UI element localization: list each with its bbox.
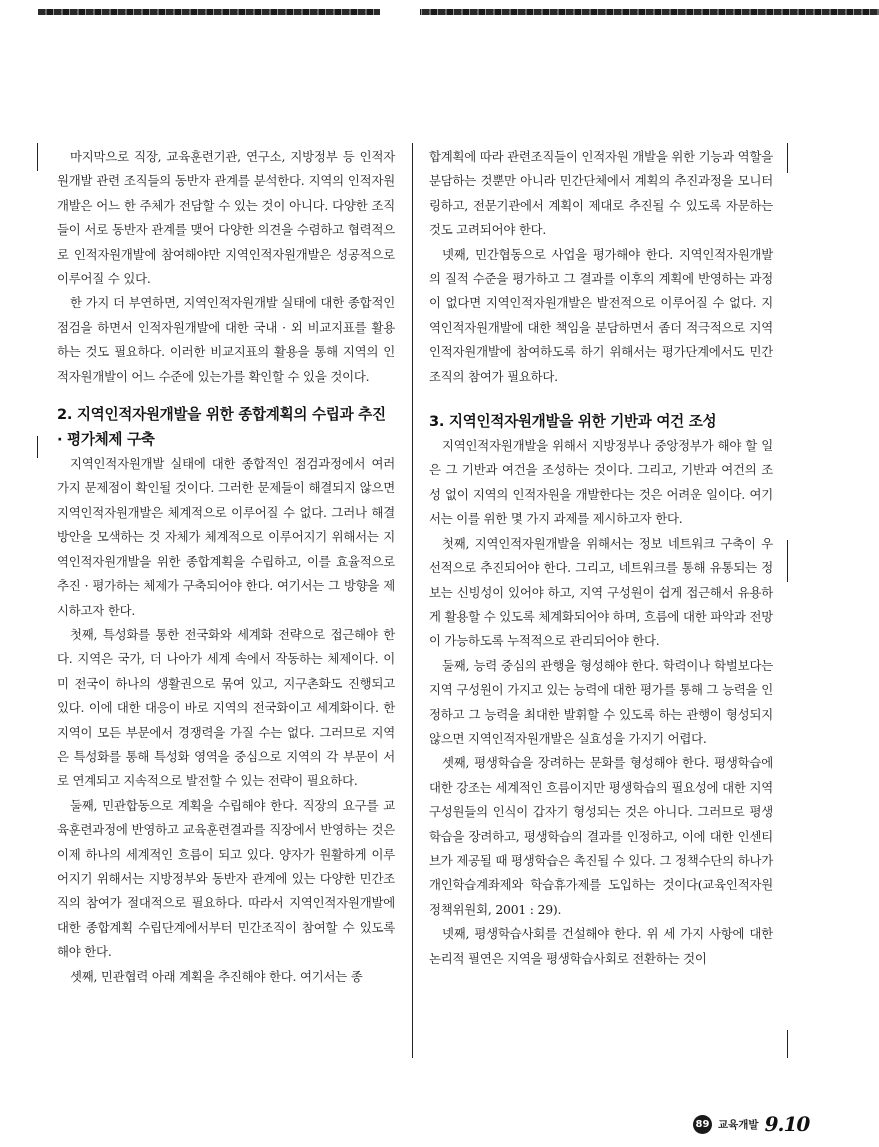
paragraph: 첫째, 지역인적자원개발을 위해서는 정보 네트워크 구축이 우선적으로 추진되어야 한다. 그리고, 네트워크를 통해 유통되는 정보는 신빙성이 있어야 하고, 지역 구성원이 쉽게 접근해서 유용하게 활용할 수 있도록 체계화되어야 하며, 흐름에 대한 파악과 전망이 가능하도록 누적적으로 관리되어야 한다. (429, 535, 773, 649)
top-rule (38, 9, 879, 15)
paragraph: 한 가지 더 부연하면, 지역인적자원개발 실태에 대한 종합적인 점검을 하면서 인적자원개발에 대한 국내 · 외 비교지표를 활용하는 것도 필요하다. 이러한 비교지표의 활용을 통해 지역의 인적자원개발이 어느 수준에 있는가를 확인할 수 있을 것이다. (57, 295, 395, 384)
left-margin-line-2 (37, 436, 38, 458)
left-margin-line (37, 143, 38, 171)
paragraph: 셋째, 민관협력 아래 계획을 추진해야 한다. 여기서는 종 (70, 968, 363, 984)
right-margin-line-3 (787, 1030, 788, 1058)
right-column (429, 145, 773, 971)
issue-number: 9.10 (764, 1112, 810, 1136)
paragraph: 셋째, 평생학습을 장려하는 문화를 형성해야 한다. 평생학습에 대한 강조는 세계적인 흐름이지만 평생학습의 필요성에 대한 지역 구성원들의 인식이 갑자기 형성되는 것은 아니다. 그러므로 평생학습을 장려하고, 평생학습의 결과를 인정하고, 이에 대한 인센티브가 제공될 때 평생학습은 촉진될 수 있다. 그 정책수단의 하나가 개인학습계좌제와 학습휴가제를 도입하는 것이다(교육인적자원정책위원회, 2001 : 29). (429, 755, 773, 917)
right-margin-line (787, 143, 788, 173)
paragraph: 지역인적자원개발을 위해서 지방정부나 중앙정부가 해야 할 일은 그 기반과 여건을 조성하는 것이다. 그리고, 기반과 여건의 조성 없이 지역의 인적자원을 개발한다는 것은 어려운 일이다. 여기서는 이를 위한 몇 가지 과제를 제시하고자 한다. (429, 438, 773, 527)
paragraph: 첫째, 특성화를 통한 전국화와 세계화 전략으로 접근해야 한다. 지역은 국가, 더 나아가 세계 속에서 작동하는 체제이다. 이미 전국이 하나의 생활권으로 묶여 있고, 지구촌화도 진행되고 있다. 이에 대한 대응이 바로 지역의 전국화이고 세계화이다. 한 지역이 모든 부문에서 경쟁력을 가질 수는 없다. 그러므로 지역은 특성화를 통해 특성화 영역을 중심으로 지역의 각 부문이 서로 연계되고 지속적으로 발전할 수 있는 전략이 필요하다. (57, 626, 395, 789)
paragraph: 합계획에 따라 관련조직들이 인적자원 개발을 위한 기능과 역할을 분담하는 것뿐만 아니라 민간단체에서 계획의 추진과정을 모니터링하고, 전문기관에서 계획이 제대로 추진될 수 있도록 자문하는 것도 고려되어야 한다. (429, 149, 773, 238)
section-heading-2: 2. 지역인적자원개발을 위한 종합계획의 수립과 추진 · 평가체제 구축 (57, 406, 386, 449)
left-column (57, 145, 395, 989)
section-heading-3: 3. 지역인적자원개발을 위한 기반과 여건 조성 (429, 413, 717, 431)
magazine-name: 교육개발 (718, 1118, 759, 1131)
paragraph: 둘째, 민관합동으로 계획을 수립해야 한다. 직장의 요구를 교육훈련과정에 반영하고 교육훈련결과를 직장에서 반영하는 것은 이제 하나의 세계적인 흐름이 되고 있다. 양자가 원활하게 이루어지기 위해서는 지방정부와 동반자 관계에 있는 다양한 민간조직의 참여가 절대적으로 필요하다. 따라서 지역인적자원개발에 대한 종합계획 수립단계에서부터 민간조직이 참여할 수 있도록 해야 한다. (57, 797, 395, 960)
paragraph: 지역인적자원개발 실태에 대한 종합적인 점검과정에서 여러 가지 문제점이 확인될 것이다. 그러한 문제들이 해결되지 않으면 지역인적자원개발은 체계적으로 이루어질 수 없다. 그러나 해결방안을 모색하는 것 자체가 체계적으로 이루어지기 위해서는 지역인적자원개발을 위한 종합계획을 수립하고, 이를 효율적으로 추진 · 평가하는 체제가 구축되어야 한다. 여기서는 그 방향을 제시하고자 한다. (57, 456, 395, 618)
page-number: 89 (693, 1115, 712, 1134)
column-divider (412, 143, 413, 1058)
paragraph: 넷째, 평생학습사회를 건설해야 한다. 위 세 가지 사항에 대한 논리적 필연은 지역을 평생학습사회로 전환하는 것이 (429, 926, 773, 966)
paragraph: 둘째, 능력 중심의 관행을 형성해야 한다. 학력이나 학벌보다는 지역 구성원이 가지고 있는 능력에 대한 평가를 통해 그 능력을 인정하고 그 능력을 최대한 발휘할 수 있도록 하는 관행이 형성되지 않으면 지역인적자원개발은 실효성을 가지기 어렵다. (429, 657, 773, 746)
paragraph: 넷째, 민간협동으로 사업을 평가해야 한다. 지역인적자원개발의 질적 수준을 평가하고 그 결과를 이후의 계획에 반영하는 과정이 없다면 지역인적자원개발은 발전적으로 이루어질 수 없다. 지역인적자원개발에 대한 책임을 분담하면서 좀더 적극적으로 지역인적자원개발에 참여하도록 하기 위해서는 평가단계에서도 민간조직의 참여가 필요하다. (429, 246, 773, 384)
paragraph: 마지막으로 직장, 교육훈련기관, 연구소, 지방정부 등 인적자원개발 관련 조직들의 동반자 관계를 분석한다. 지역의 인적자원개발은 어느 한 주체가 전담할 수 있는 것이 아니다. 다양한 조직들이 서로 동반자 관계를 맺어 다양한 의견을 수렴하고 협력적으로 인적자원개발에 참여해야만 지역인적자원개발은 성공적으로 이루어질 수 있다. (57, 149, 395, 287)
right-margin-line-2 (787, 540, 788, 582)
page-footer (693, 1109, 809, 1139)
